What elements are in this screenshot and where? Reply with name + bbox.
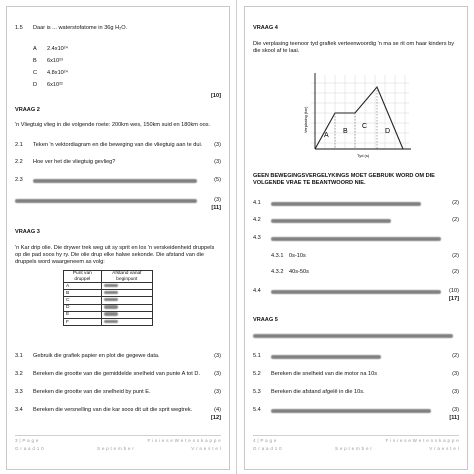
item-number: 3.3 [15,389,23,395]
item-marks: (3) [214,371,221,377]
item-number: 3.4 [15,407,23,413]
item-number: 5.4 [253,407,261,413]
redacted-text [33,179,197,183]
item-number: 2.2 [15,159,23,165]
item-text: Bereken die grootte van die snelheid by punt E. [33,389,151,395]
item-number: 5.1 [253,353,261,359]
table-row [64,297,153,304]
footer-title: F i s i e s e W e t e n s k a p p e [385,438,459,443]
option-letter: D [33,82,38,88]
footer-rule [15,435,221,436]
redacted-cell [101,311,152,318]
item-text: Gebruik die grafiek papier en plot die gegewe data. [33,353,160,359]
item-text: 40s-50s [289,269,309,275]
instruction-note: GEEN BEWEGINGSVERGELYKINGS MOET GEBRUIK WORD OM DIE VOLGENDE VRAE TE BEANTWOORD NIE. [253,173,435,186]
table-header: Afstand vanaf beginpunt [101,271,152,283]
table-row [64,318,153,325]
redacted-cell [101,304,152,311]
item-number: 4.3.1 [271,253,284,259]
item-number: 2.1 [15,142,23,148]
section-label-b: B [343,128,348,135]
item-marks: (3) [214,159,221,165]
section-total: [11] [211,205,221,211]
item-number: 3.1 [15,353,23,359]
section-heading: VRAAG 3 [15,229,40,235]
item-number: 5.2 [253,371,261,377]
item-marks: (3) [214,353,221,359]
table-cell: F [64,318,102,325]
footer-grade: G r a a d 1 0 [253,446,282,451]
section-label-d: D [385,128,391,135]
question-intro: 'n Vliegtuig vlieg in die volgende roete: 200km wes, 150km suid en 180km oos. [15,122,211,128]
footer-title: F i s i e s e W e t e n s k a p p e [147,438,221,443]
item-marks: (2) [452,217,459,223]
section-total: [17] [449,296,459,302]
item-marks: (2) [452,253,459,259]
footer-page: 3 | P a g e [15,438,39,443]
section-label-a: A [324,132,329,139]
item-marks: (3) [452,371,459,377]
section-heading: VRAAG 5 [253,317,278,323]
x-axis-label: Tyd (s) [357,153,370,158]
item-marks: (2) [452,353,459,359]
item-number: 4.1 [253,200,261,206]
item-number: 4.3.2 [271,269,284,275]
item-text: Teken 'n vektordiagram en die beweging van die vliegtuig aan te dui. [33,142,203,148]
section-total: [12] [211,415,221,421]
table-row [64,290,153,297]
table-header: Punt van druppel [64,271,102,283]
footer-paper: V r a e s t e l [429,446,459,451]
redacted-cell [101,283,152,290]
footer-paper: V r a e s t e l [191,446,221,451]
option-value: 6x10²³ [47,58,63,64]
table-cell: B [64,290,102,297]
redacted-cell [101,290,152,297]
item-number: 3.2 [15,371,23,377]
item-number: 4.2 [253,217,261,223]
table-cell: A [64,283,102,290]
item-marks: (2) [452,269,459,275]
redacted-text [253,334,453,338]
redacted-text [271,290,441,294]
page-4 [244,6,468,470]
option-value: 2.4x10²⁴ [47,46,69,52]
table-cell: E [64,311,102,318]
displacement-time-graph [295,67,415,167]
redacted-cell [101,297,152,304]
option-letter: B [33,58,37,64]
y-axis-label: Verplasing (km) [304,106,308,133]
item-text: Bereken die afstand afgelê in die 10s. [271,389,365,395]
section-heading: VRAAG 2 [15,107,40,113]
redacted-text [15,199,197,203]
option-letter: A [33,46,37,52]
table-row [64,311,153,318]
item-number: 4.4 [253,288,261,294]
item-number: 2.3 [15,177,23,183]
footer-month: S e p t e m b e r [335,446,373,451]
item-number: 4.3 [253,235,261,241]
item-number: 5.3 [253,389,261,395]
item-marks: (3) [214,389,221,395]
item-marks: (3) [452,389,459,395]
page-3 [6,6,230,470]
item-text: 0s-10s [289,253,306,259]
item-text: Bereken die versnelling van die kar soos dit uit die sprit wegtrek. [33,407,193,413]
redacted-text [271,409,431,413]
q-number: 1.5 [15,25,23,31]
item-marks: (4) [214,407,221,413]
item-marks: (2) [452,200,459,206]
question-text: Daar is ... waterstofatome in 36g H₂O. [33,25,128,31]
question-intro: Die verplasing teenoor tyd grafiek verteenwoordig 'n ma se rit om haar kinders by die skool af te laai. [253,41,454,54]
page-gap [236,0,237,474]
footer-month: S e p t e m b e r [97,446,135,451]
option-value: 4.8x10²⁴ [47,70,69,76]
redacted-text [271,355,381,359]
table-cell: C [64,297,102,304]
table-cell: D [64,304,102,311]
question-intro: 'n Kar drip olie. Die drywer trek weg uit sy sprit en los 'n verskeidenheid druppels op die pad soos hy ry. Die olie drup elke halwe sekonde. Die afstand van die druppels word waargeneem as volg: [15,245,215,265]
option-value: 6x10²² [47,82,63,88]
section-total: [11] [449,415,459,421]
item-marks: (10) [449,288,459,294]
item-marks: (3) [214,197,221,203]
table-row [64,304,153,311]
footer-grade: G r a a d 1 0 [15,446,44,451]
redacted-text [271,237,441,241]
displacement-line [315,87,403,149]
footer-rule [253,435,459,436]
redacted-cell [101,318,152,325]
data-table [63,270,153,326]
table-row [64,283,153,290]
item-marks: (3) [214,142,221,148]
redacted-text [271,219,391,223]
item-text: Hoe ver het die vliegtuig gevlieg? [33,159,116,165]
item-text: Bereken die grootte van die gemiddelde snelheid van punte A tot D. [33,371,200,377]
item-text: Bereken die snelheid van die motor na 10s [271,371,378,377]
option-letter: C [33,70,38,76]
section-label-c: C [362,123,368,130]
section-total: [10] [211,93,221,99]
item-marks: (5) [214,177,221,183]
section-heading: VRAAG 4 [253,25,278,31]
footer-page: 4 | P a g e [253,438,277,443]
item-marks: (3) [452,407,459,413]
redacted-text [271,202,421,206]
